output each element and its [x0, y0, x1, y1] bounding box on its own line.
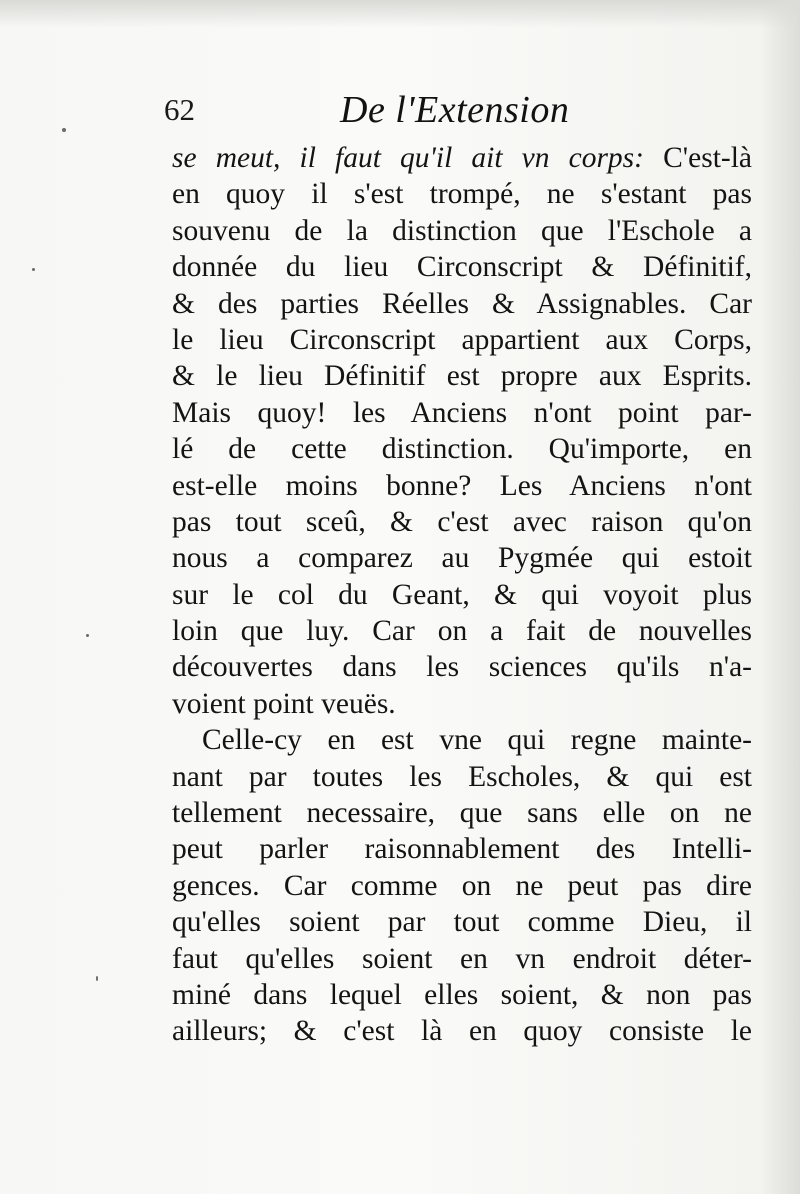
text-line: & le lieu Définitif est propre aux Esprits. [172, 360, 752, 393]
italic-quotation: se meut, il faut qu'il ait vn corps: [172, 142, 644, 174]
text-line: pas tout sceû, & c'est avec raison qu'on [172, 505, 752, 538]
page-number: 62 [164, 92, 195, 127]
text-line: miné dans lequel elles soient, & non pas [172, 978, 752, 1011]
text-line: ailleurs; & c'est là en quoy consiste le [172, 1015, 752, 1048]
text-line: nous a comparez au Pygmée qui estoit [172, 542, 752, 575]
text-line: sur le col du Geant, & qui voyoit plus [172, 578, 752, 611]
body-text [172, 140, 752, 1050]
ink-speck [96, 976, 98, 981]
text-line: découvertes dans les sciences qu'ils n'a- [172, 651, 752, 684]
text-line: peut parler raisonnablement des Intelli- [172, 833, 752, 866]
paragraph-start-line: Celle-cy en est vne qui regne mainte- [202, 724, 752, 757]
ink-speck [62, 128, 66, 132]
text-line: donnée du lieu Circonscript & Définitif, [172, 251, 752, 284]
text-line: souvenu de la distinction que l'Eschole a [172, 214, 752, 247]
text-line: Mais quoy! les Anciens n'ont point par- [172, 396, 752, 429]
page-gutter-shadow [760, 0, 800, 1194]
text-line: & des parties Réelles & Assignables. Car [172, 287, 752, 320]
text-line: tellement necessaire, que sans elle on ne [172, 797, 752, 830]
text-line: est-elle moins bonne? Les Anciens n'ont [172, 469, 752, 502]
text-line: qu'elles soient par tout comme Dieu, il [172, 906, 752, 939]
ink-speck [32, 268, 35, 271]
text-line [172, 140, 752, 176]
running-title: De l'Extension [340, 89, 570, 131]
page-top-shadow [0, 0, 800, 28]
text-line: loin que luy. Car on a fait de nouvelles [172, 615, 752, 648]
paragraph-end-line: voient point veuës. [172, 687, 396, 720]
text-line: lé de cette distinction. Qu'importe, en [172, 433, 752, 466]
text-line: gences. Car comme on ne peut pas dire [172, 869, 752, 902]
text-line: faut qu'elles soient en vn endroit déter- [172, 942, 752, 975]
ink-speck [86, 634, 89, 637]
text-line: le lieu Circonscript appartient aux Corps, [172, 323, 752, 356]
text-line: en quoy il s'est trompé, ne s'estant pas [172, 178, 752, 211]
text-line: nant par toutes les Escholes, & qui est [172, 760, 752, 793]
running-head [160, 88, 760, 136]
text-fragment: C'est-là [663, 142, 752, 174]
